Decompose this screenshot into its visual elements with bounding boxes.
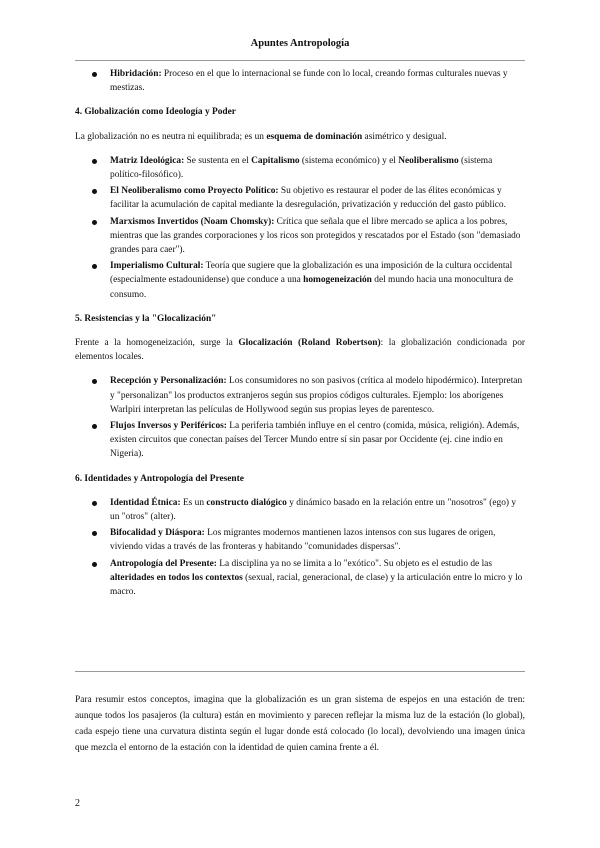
bullet-icon (92, 379, 97, 384)
section-title-4: 4. Globalización como Ideología y Poder (75, 107, 236, 118)
bullet-icon (92, 562, 97, 567)
page-number: 2 (75, 798, 80, 809)
bullet-icon (92, 531, 97, 536)
list-item-recepcion: Recepción y Personalización: Los consumidores no son pasivos (crítica al modelo hipodérmico). Interpretan y "personalizan" los productos extranjeros según sus propios códigos culturales. Ejemplo: los aborígenes Warlpiri interpretan las películas de Hollywood según sus propias leyes de parentesco. (75, 374, 525, 417)
section6-list (75, 496, 525, 599)
section-title-5: 5. Resistencias y la "Glocalización" (75, 313, 217, 324)
section-lead-5: Frente a la homogeneización, surge la Glocalización (Roland Robertson): la globalización condicionada por elementos locales. (75, 338, 526, 363)
bullet-icon (92, 501, 97, 506)
bullet-icon (92, 72, 97, 77)
list-item-neoliberalismo: El Neoliberalismo como Proyecto Político: Su objetivo es restaurar el poder de las élites económicas y facilitar la acumulación de capital mediante la desregulación, privatización y reducción del gasto público. (75, 184, 525, 212)
list-item-matriz: Matriz Ideológica: Se sustenta en el Capitalismo (sistema económico) y el Neoliberalismo (sistema político-filosófico). (75, 154, 525, 182)
closing-paragraph: Para resumir estos conceptos, imagina que la globalización es un gran sistema de espejos en una estación de tren: aunque todos los pasajeros (la cultura) están en movimiento y parecen reflejar la misma luz de la estación (lo global), cada espejo tiene una curvatura distinta según el lugar donde está colocado (lo local), devolviendo una imagen única que mezcla el entorno de la estación con la identidad de quien camina frente a él. (75, 695, 525, 753)
document-body (75, 67, 525, 601)
list-item-marxismos: Marxismos Invertidos (Noam Chomsky): Crítica que señala que el libre mercado se aplica a los pobres, mientras que las grandes corporaciones y los ricos son protegidos y rescatados por el Estado (son "demasiado grandes para caer"). (75, 215, 525, 258)
term-text: Proceso en el que lo internacional se funde con lo local, creando formas culturales nuevas y mestizas. (110, 69, 508, 94)
list-item-hibridacion (75, 67, 525, 95)
list-item-flujos: Flujos Inversos y Periféricos: La periferia también influye en el centro (comida, música, religión). Además, existen circuitos que conectan países del Tercer Mundo entre sí sin pasar por Occidente (ej. cine indio en Nigeria). (75, 419, 525, 462)
bullet-icon (92, 264, 97, 269)
list-item-antropologia: Antropología del Presente: La disciplina ya no se limita a lo "exótico". Su objeto es el estudio de las alteridades en todos los contextos (sexual, racial, generacional, de clase) y la articulación entre lo micro y lo macro. (75, 557, 525, 600)
list-item-identidad: Identidad Étnica: Es un constructo dialógico y dinámico basado en la relación entre un "nosotros" (ego) y un "otros" (alter). (75, 496, 525, 524)
intro-list (75, 67, 525, 95)
section-lead-4: La globalización no es neutra ni equilibrada; es un esquema de dominación asimétrico y desigual. (75, 131, 447, 142)
section-divider (75, 671, 525, 672)
section4-list (75, 154, 525, 302)
section5-list (75, 374, 525, 461)
term-label: Hibridación: (110, 69, 162, 79)
list-item-bifocalidad: Bifocalidad y Diáspora: Los migrantes modernos mantienen lazos intensos con sus lugares de origen, viviendo vidas a través de las fronteras y habitando "comunidades dispersas". (75, 526, 525, 554)
bullet-icon (92, 220, 97, 225)
bullet-icon (92, 189, 97, 194)
page-header: Apuntes Antropología (250, 38, 350, 49)
list-item-imperialismo: Imperialismo Cultural: Teoría que sugiere que la globalización es una imposición de la cultura occidental (especialmente estadounidense) que conduce a una homogeneización del mundo hacia una monocultura de consumo. (75, 259, 525, 302)
bullet-icon (92, 159, 97, 164)
section-title-6: 6. Identidades y Antropología del Presente (75, 473, 244, 484)
bullet-icon (92, 424, 97, 429)
header-divider (75, 60, 525, 61)
